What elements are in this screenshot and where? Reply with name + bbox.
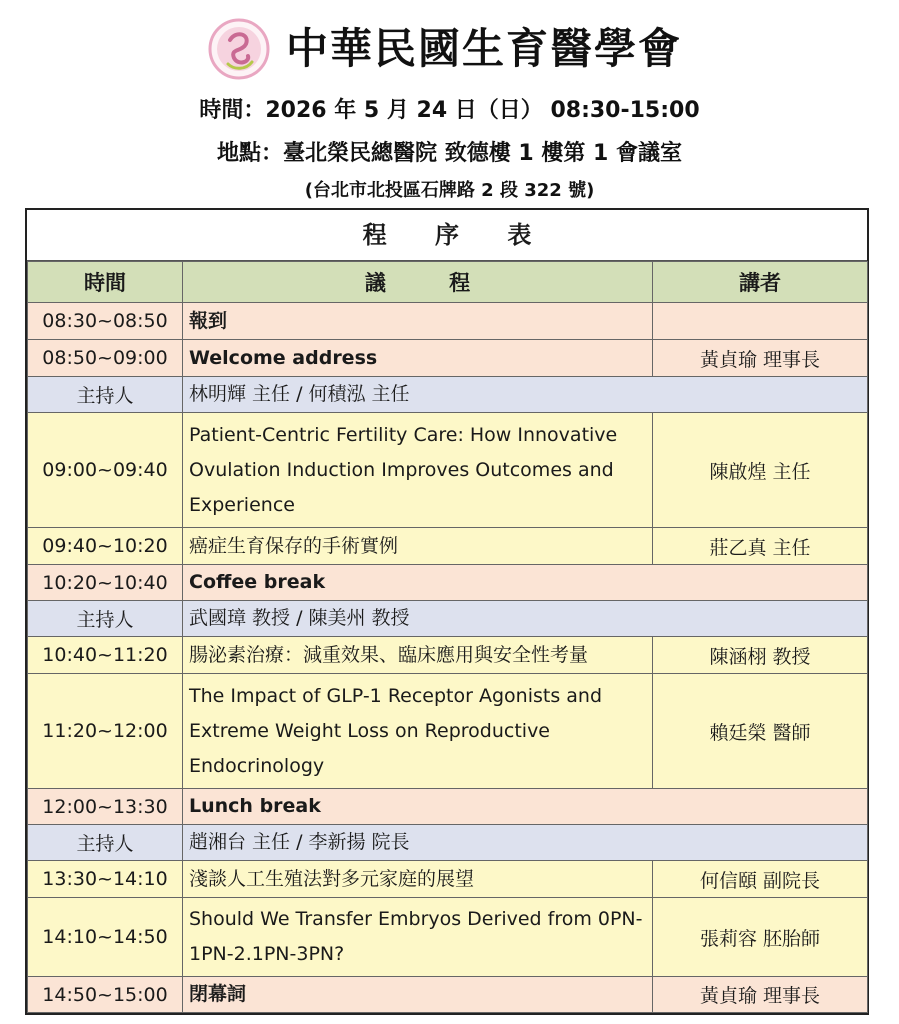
- row-time: 09:00~09:40: [28, 413, 183, 528]
- row-speaker: 張莉容 胚胎師: [653, 898, 868, 977]
- header: [0, 0, 899, 210]
- row-time: 主持人: [28, 825, 183, 861]
- table-row: [28, 528, 868, 565]
- row-time: 11:20~12:00: [28, 674, 183, 789]
- row-agenda: Should We Transfer Embryos Derived from 0PN-1PN-2.1PN-3PN?: [183, 898, 653, 977]
- row-agenda: Patient-Centric Fertility Care: How Innovative Ovulation Induction Improves Outcomes and Experience: [183, 413, 653, 528]
- table-row: [28, 340, 868, 377]
- table-row: [28, 861, 868, 898]
- moderator-row: [28, 825, 868, 861]
- header-speaker: 講者: [653, 262, 868, 303]
- row-time: 08:50~09:00: [28, 340, 183, 377]
- event-place: 地點：臺北榮民總醫院 致德樓 1 樓第 1 會議室: [217, 141, 682, 166]
- row-time: 13:30~14:10: [28, 861, 183, 898]
- row-speaker: [653, 303, 868, 340]
- row-speaker: 莊乙真 主任: [653, 528, 868, 565]
- table-row: [28, 789, 868, 825]
- row-agenda: 淺談人工生殖法對多元家庭的展望: [183, 861, 653, 898]
- event-time: 時間：2026 年 5 月 24 日（日） 08:30-15:00: [199, 98, 700, 123]
- row-moderators: 趙湘台 主任 / 李新揚 院長: [183, 825, 868, 861]
- table-row: [28, 674, 868, 789]
- row-agenda: 癌症生育保存的手術實例: [183, 528, 653, 565]
- row-moderators: 武國璋 教授 / 陳美州 教授: [183, 601, 868, 637]
- row-time: 主持人: [28, 601, 183, 637]
- row-time: 10:20~10:40: [28, 565, 183, 601]
- row-agenda: Coffee break: [183, 565, 868, 601]
- row-time: 12:00~13:30: [28, 789, 183, 825]
- table-row: [28, 977, 868, 1013]
- row-speaker: 陳啟煌 主任: [653, 413, 868, 528]
- row-agenda: Lunch break: [183, 789, 868, 825]
- row-agenda: 報到: [183, 303, 653, 340]
- schedule-title: 程 序 表: [27, 210, 867, 261]
- row-moderators: 林明輝 主任 / 何積泓 主任: [183, 377, 868, 413]
- row-agenda: The Impact of GLP-1 Receptor Agonists and Extreme Weight Loss on Reproductive Endocrinology: [183, 674, 653, 789]
- row-time: 14:10~14:50: [28, 898, 183, 977]
- table-row: [28, 303, 868, 340]
- table-row: [28, 637, 868, 674]
- row-speaker: 陳涵栩 教授: [653, 637, 868, 674]
- moderator-row: [28, 377, 868, 413]
- row-agenda: 閉幕詞: [183, 977, 653, 1013]
- header-time: 時間: [28, 262, 183, 303]
- row-speaker: 黃貞瑜 理事長: [653, 977, 868, 1013]
- org-title: 中華民國生育醫學會: [286, 24, 683, 73]
- event-address: (台北市北投區石牌路 2 段 322 號): [304, 180, 595, 201]
- agenda-table: [27, 261, 868, 1013]
- moderator-row: [28, 601, 868, 637]
- table-row: [28, 413, 868, 528]
- row-speaker: 何信頤 副院長: [653, 861, 868, 898]
- row-agenda: Welcome address: [183, 340, 653, 377]
- row-agenda: 腸泌素治療：減重效果、臨床應用與安全性考量: [183, 637, 653, 674]
- row-speaker: 黃貞瑜 理事長: [653, 340, 868, 377]
- row-time: 08:30~08:50: [28, 303, 183, 340]
- table-row: [28, 565, 868, 601]
- schedule-table: [25, 208, 869, 1015]
- table-header-row: [28, 262, 868, 303]
- row-time: 09:40~10:20: [28, 528, 183, 565]
- row-time: 主持人: [28, 377, 183, 413]
- table-row: [28, 898, 868, 977]
- row-speaker: 賴廷榮 醫師: [653, 674, 868, 789]
- header-agenda: 議 程: [183, 262, 653, 303]
- row-time: 14:50~15:00: [28, 977, 183, 1013]
- society-logo-icon: [208, 18, 270, 80]
- row-time: 10:40~11:20: [28, 637, 183, 674]
